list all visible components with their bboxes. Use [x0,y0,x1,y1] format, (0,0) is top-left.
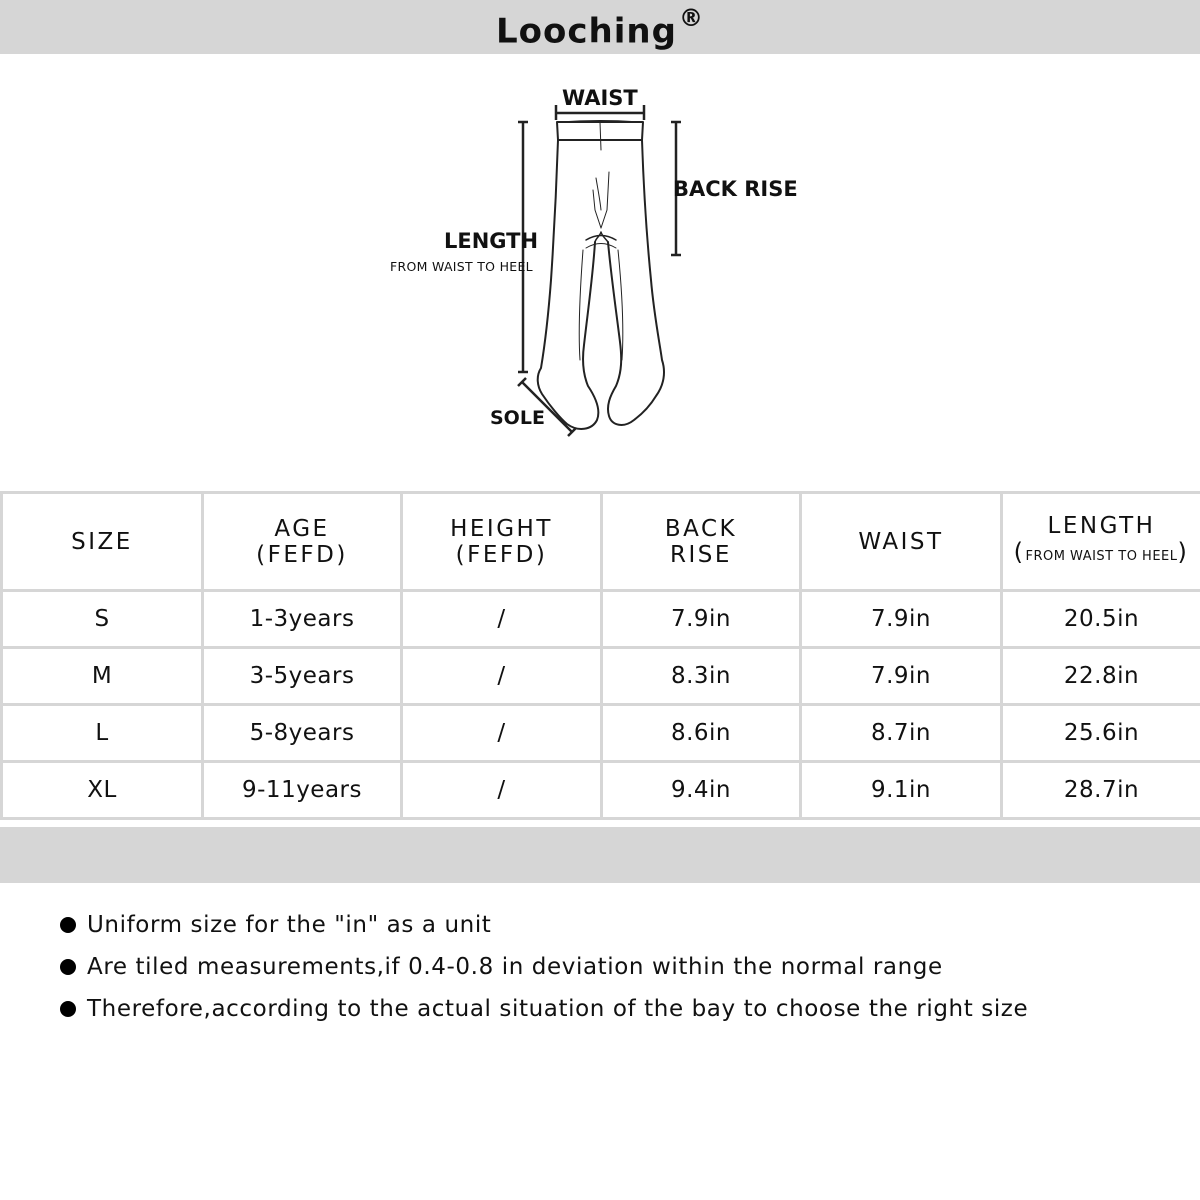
divider-band [0,827,1200,883]
table-row [2,648,1200,705]
cell-height: / [402,648,602,705]
brand-name: Looching [496,11,677,52]
cell-age: 1-3years [203,591,402,648]
cell-length: 20.5in [1002,591,1200,648]
tights-illustration [0,60,1200,460]
cell-age: 9-11years [203,762,402,819]
cell-age: 5-8years [203,705,402,762]
cell-back-rise: 9.4in [602,762,801,819]
cell-size: XL [2,762,203,819]
registered-mark: ® [678,4,704,32]
cell-height: / [402,762,602,819]
left-leg-outline [538,140,599,429]
cell-size: M [2,648,203,705]
header-size: SIZE [2,493,203,591]
brand-logo [496,4,704,52]
cell-length: 28.7in [1002,762,1200,819]
header-height: HEIGHT (FEFD) [402,493,602,591]
size-chart-table [0,491,1200,820]
tights-measurement-diagram [0,60,1200,460]
waist-label: WAIST [562,86,638,110]
bullet-icon [60,917,76,933]
list-item: Uniform size for the "in" as a unit [60,906,1028,948]
table-row [2,591,1200,648]
header-age: AGE (FEFD) [203,493,402,591]
cell-back-rise: 8.6in [602,705,801,762]
cell-length: 25.6in [1002,705,1200,762]
list-item: Are tiled measurements,if 0.4-0.8 in deviation within the normal range [60,948,1028,990]
cell-waist: 7.9in [801,648,1002,705]
table-row [2,762,1200,819]
cell-waist: 7.9in [801,591,1002,648]
header-length: LENGTH (FROM WAIST TO HEEL) [1002,493,1200,591]
cell-back-rise: 7.9in [602,591,801,648]
cell-age: 3-5years [203,648,402,705]
length-sublabel: FROM WAIST TO HEEL [390,259,533,274]
cell-size: L [2,705,203,762]
cell-length: 22.8in [1002,648,1200,705]
back-rise-label: BACK RISE [673,177,798,201]
cell-size: S [2,591,203,648]
bullet-icon [60,1001,76,1017]
cell-height: / [402,591,602,648]
brand-header [0,0,1200,54]
header-waist: WAIST [801,493,1002,591]
table-row [2,705,1200,762]
right-leg-outline [608,140,664,425]
length-label: LENGTH [444,229,539,253]
notes-list [60,906,1028,1032]
cell-height: / [402,705,602,762]
list-item: Therefore,according to the actual situation of the bay to choose the right size [60,990,1028,1032]
bullet-icon [60,959,76,975]
sole-label: SOLE [490,407,545,429]
cell-waist: 8.7in [801,705,1002,762]
header-back-rise: BACK RISE [602,493,801,591]
cell-back-rise: 8.3in [602,648,801,705]
table-header-row [2,493,1200,591]
cell-waist: 9.1in [801,762,1002,819]
